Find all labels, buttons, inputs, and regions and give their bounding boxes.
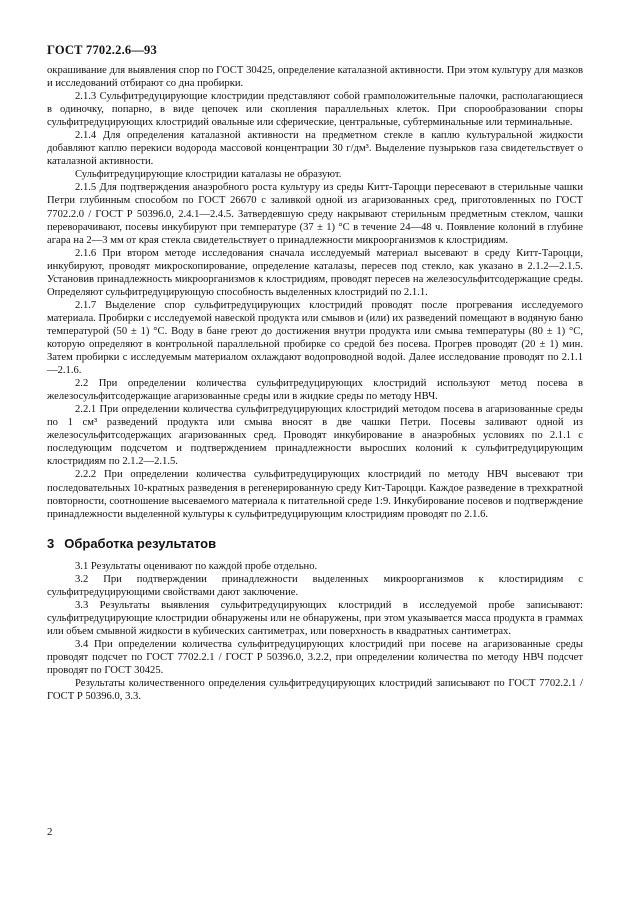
paragraph: 2.2.2 При определении количества сульфитредуцирующих клостридий по методу НВЧ высевают три последовательных 10-кратных разведения в регенерированную среду Кит-Тароцци. Каждое разведение в трехкратной повторности, соотношение высеваемого материала к питательной среде 1:9. Инкубирование посевов и подтверждение принадлежности выделенной культуры к сульфитредуцирующим клостридиям проводят по 2.1.6. (47, 469, 583, 520)
document-header: ГОСТ 7702.2.6—93 (47, 43, 157, 57)
page-number: 2 (47, 826, 53, 838)
paragraph: 3.4 При определении количества сульфитредуцирующих клостридий при посеве на агаризованные среды проводят подсчет по ГОСТ 7702.2.1 / ГОСТ Р 50396.0, 3.2.2, при определении количества по методу НВЧ подсчет проводят по ГОСТ 30425. (47, 638, 583, 677)
paragraph: 3.2 При подтверждении принадлежности выделенных микроорганизмов к клостиридиям с сульфитредуцирующими свойствами дают заключение. (47, 573, 583, 598)
paragraph: 2.1.7 Выделение спор сульфитредуцирующих клостридий проводят после прогревания исследуемого материала. Пробирки с исследуемой навеской продукта или смывов и (или) их разведений помещают в водяную баню температурой (50 ± 1) °С. Воду в бане греют до достижения внутри продукта или смыва температуры (80 ± 1) °С, которую определяют в контрольной параллельной пробирке со средой без посева. Прогрев проводят (20 ± 1) мин. Затем пробирки с исследуемым материалом охлаждают водопроводной водой. Далее исследование проводят по 2.1.1—2.1.6. (47, 299, 583, 377)
paragraph: 2.1.6 При втором методе исследования сначала исследуемый материал высевают в среду Китт-Тароцци, инкубируют, проводят микроскопирование, определение каталазы, пересев под стекло, как указано в 2.1.2—2.1.5. Установив принадлежность микроорганизмов к клостридиям, проводят пересев на железосульфитсодержащие среды. Определяют сульфитредуцирующую способность выделенных клостридий по 2.1.1. (47, 247, 583, 298)
paragraph: 2.1.5 Для подтверждения анаэробного роста культуру из среды Китт-Тароцци пересевают в стерильные чашки Петри глубинным способом по ГОСТ 26670 с заливкой одной из агаризованных сред, приготовленных по ГОСТ 7702.2.0 / ГОСТ Р 50396.0, 2.4.1—2.4.5. Затвердевшую среду накрывают стерильным предметным стеклом, чашки переворачивают, посевы инкубируют при температуре (37 ± 1) °С в течение 24—48 ч. Появление колоний в глубине агара на 2—3 мм от края стекла свидетельствует о принадлежности микроорганизмов к клостридиям. (47, 182, 583, 246)
paragraph: Сульфитредуцирующие клостридии каталазы не образуют. (75, 169, 342, 181)
document-body (47, 64, 583, 703)
paragraph: 3.3 Результаты выявления сульфитредуцирующих клостридий в исследуемой пробе записывают: сульфитредуцирующие клостридии обнаружены или не обнаружены, при этом указывается масса продукта в граммах или объем смывной жидкости в кубических сантиметрах, или поверхность в квадратных сантиметрах. (47, 599, 583, 637)
paragraph: 2.1.3 Сульфитредуцирующие клостридии представляют собой грамположительные палочки, располагающиеся в одиночку, попарно, в виде цепочек или скопления параллельных клеток. При спорообразовании споры сульфитредуцирующих клостридий овальные или сферические, центральные, субтерминальные или терминальные. (47, 91, 583, 129)
paragraph: 2.2.1 При определении количества сульфитредуцирующих клостридий методом посева в агаризованные среды по 1 см³ разведений продукта или смыва вносят в две чашки Петри. Посевы заливают одной из железосульфитсодержащих агаризованных сред. Проводят инкубирование в анаэробных условиях по 2.1.1 с последующим подсчетом и подтверждением принадлежности выросших колоний к сульфитредуцирующим клостридиям по 2.1.2—2.1.5. (47, 404, 583, 468)
paragraph: 3.1 Результаты оценивают по каждой пробе отдельно. (75, 560, 318, 572)
section-heading (47, 537, 583, 550)
paragraph: 2.1.4 Для определения каталазной активности на предметном стекле в каплю культуральной жидкости добавляют каплю перекиси водорода массовой концентрации 30 г/дм³. Выделение пузырьков газа свидетельствует о каталазной активности. (47, 130, 583, 168)
paragraph: 2.2 При определении количества сульфитредуцирующих клостридий используют метод посева в железосульфитсодержащие агаризованные среды или в жидкие среды по методу НВЧ. (47, 378, 583, 403)
section-number: 3 (47, 535, 55, 551)
section-title: Обработка результатов (64, 535, 217, 551)
paragraph: окрашивание для выявления спор по ГОСТ 30425, определение каталазной активности. При этом культуру для мазков и исследований отбирают со дна пробирки. (47, 65, 583, 90)
paragraph: Результаты количественного определения сульфитредуцирующих клостридий записывают по ГОСТ 7702.2.1 / ГОСТ Р 50396.0, 3.3. (47, 678, 583, 703)
